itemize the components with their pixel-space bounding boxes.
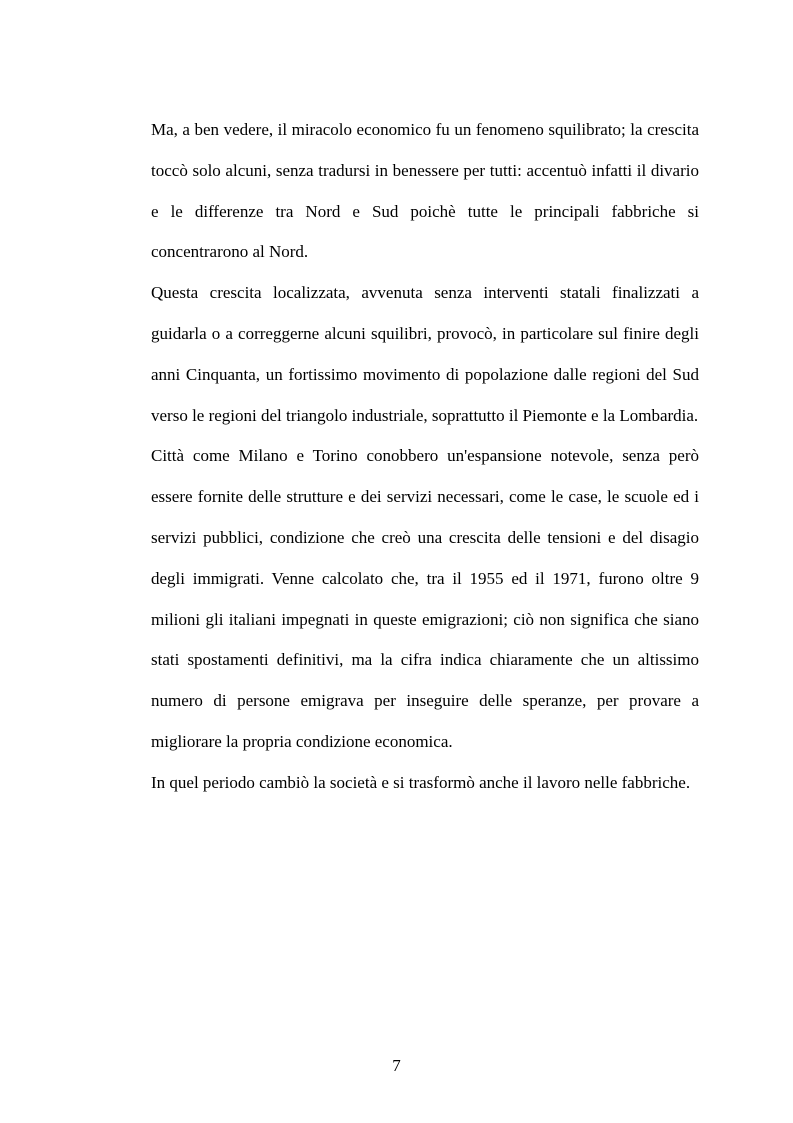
paragraph: In quel periodo cambiò la società e si trasformò anche il lavoro nelle fabbriche. [151,772,691,792]
page-number: 7 [392,1056,401,1075]
paragraph: Ma, a ben vedere, il miracolo economico fu un fenomeno squilibrato; la crescita toccò solo alcuni, senza tradursi in benessere per tutti: accentuò infatti il divario e le differenze tra Nord e Sud poichè tutte le principali fabbriche si concentrarono al Nord. [151,120,699,262]
body-text [151,110,699,804]
paragraph: Città come Milano e Torino conobbero un'espansione notevole, senza però essere fornite delle strutture e dei servizi necessari, come le case, le scuole ed i servizi pubblici, condizione che creò una crescita delle tensioni e del disagio degli immigrati. Venne calcolato che, tra il 1955 ed il 1971, furono oltre 9 milioni gli italiani impegnati in queste emigrazioni; ciò non significa che siano stati spostamenti definitivi, ma la cifra indica chiaramente che un altissimo numero di persone emigrava per inseguire delle speranze, per provare a migliorare la propria condizione economica. [151,446,699,751]
paragraph: Questa crescita localizzata, avvenuta senza interventi statali finalizzati a guidarla o a correggerne alcuni squilibri, provocò, in particolare sul finire degli anni Cinquanta, un fortissimo movimento di popolazione dalle regioni del Sud verso le regioni del triangolo industriale, soprattutto il Piemonte e la Lombardia. [151,283,699,425]
